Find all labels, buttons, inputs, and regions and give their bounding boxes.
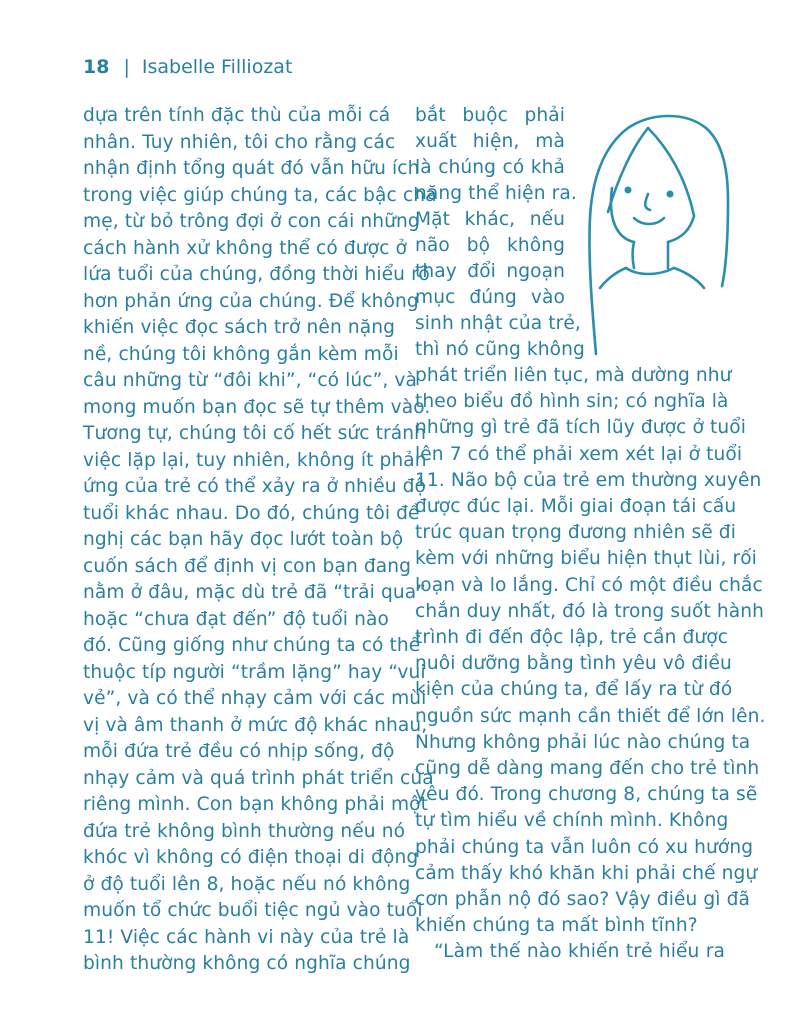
text-line: cảm thấy khó khăn khi phải chế ngự — [415, 862, 758, 884]
text-line: cũng dễ dàng mang đến cho trẻ tình — [415, 758, 760, 779]
right-eye — [667, 191, 674, 198]
text-line: riêng mình. Con bạn không phải một — [83, 794, 429, 815]
text-line: lứa tuổi của chúng, đồng thời hiểu rõ — [83, 264, 430, 285]
text-line: Mặt khác, nếu — [415, 209, 565, 230]
text-line: Nhưng không phải lúc nào chúng ta — [415, 731, 751, 753]
text-line: khiến việc đọc sách trở nên nặng — [83, 317, 396, 338]
text-line: bình thường không có nghĩa chúng — [83, 953, 411, 974]
text-line: nguồn sức mạnh cần thiết để lớn lên. — [415, 705, 766, 727]
text-line: đứa trẻ không bình thường nếu nó — [83, 820, 406, 842]
shoulder-right — [674, 268, 704, 288]
text-line: Tương tự, chúng tôi cố hết sức tránh — [83, 423, 426, 444]
text-line: thì nó cũng không — [415, 339, 585, 360]
text-line: mẹ, từ bỏ trông đợi ở con cái những — [83, 211, 420, 232]
text-line: nhạy cảm và quá trình phát triển của — [83, 767, 434, 789]
text-line: là chúng có khả — [415, 157, 565, 178]
text-line: trong việc giúp chúng ta, các bậc cha — [83, 184, 437, 206]
text-line: cách hành xử không thể có được ở — [83, 237, 407, 259]
running-header — [83, 52, 292, 82]
author-name: Isabelle Filliozat — [141, 56, 293, 78]
text-line: ứng của trẻ có thể xảy ra ở nhiều độ — [83, 476, 427, 497]
text-line: hơn phản ứng của chúng. Để không — [83, 290, 419, 312]
text-line: năng thể hiện ra. — [415, 183, 577, 204]
text-line: kèm với những biểu hiện thụt lùi, rối — [415, 548, 757, 570]
hair-outline-left — [589, 116, 728, 354]
text-line: kiện của chúng ta, để lấy ra từ đó — [415, 679, 733, 701]
text-line: được đúc lại. Mỗi giai đoạn tái cấu — [415, 496, 737, 517]
text-line: ở độ tuổi lên 8, hoặc nếu nó không — [83, 873, 411, 895]
text-line: phát triển liên tục, mà dường như — [415, 365, 732, 386]
text-line: khóc vì không có điện thoại di động — [83, 847, 419, 868]
text-line: thuộc típ người “trầm lặng” hay “vui — [83, 661, 426, 683]
text-line: việc lặp lại, tuy nhiên, không ít phản — [83, 449, 427, 471]
text-line: tuổi khác nhau. Do đó, chúng tôi đề — [83, 502, 420, 524]
hair-part-right — [648, 128, 694, 216]
text-line: những gì trẻ đã tích lũy được ở tuổi — [415, 417, 746, 439]
text-line: nằm ở đâu, mặc dù trẻ đã “trải qua” — [83, 582, 426, 603]
text-line: muốn tổ chức buổi tiệc ngủ vào tuổi — [83, 900, 423, 921]
text-line: thay đổi ngoạn — [415, 261, 565, 282]
nose — [645, 194, 650, 210]
text-line: lên 7 có thể phải xem xét lại ở tuổi — [415, 443, 743, 465]
text-line: hoặc “chưa đạt đến” độ tuổi nào — [83, 608, 389, 630]
text-line: vẻ”, và có thể nhạy cảm với các mùi — [83, 688, 427, 709]
header-separator: | — [123, 56, 130, 78]
text-line: nhân. Tuy nhiên, tôi cho rằng các — [83, 131, 396, 153]
text-line: theo biểu đồ hình sin; có nghĩa là — [415, 391, 729, 413]
text-line: nghị các bạn hãy đọc lướt toàn bộ — [83, 529, 404, 550]
shoulder-left — [600, 268, 626, 288]
text-line: “Làm thế nào khiến trẻ hiểu ra — [415, 941, 725, 963]
text-line: mong muốn bạn đọc sẽ tự thêm vào. — [83, 396, 431, 418]
text-line: phải chúng ta vẫn luôn có xu hướng — [415, 836, 754, 858]
neck-left — [633, 242, 635, 268]
text-line: mục đúng vào — [415, 287, 565, 308]
text-line: đó. Cũng giống như chúng ta có thể — [83, 635, 421, 656]
text-line: não bộ không — [415, 235, 565, 256]
text-line: trúc quan trọng đương nhiên sẽ đi — [415, 522, 736, 544]
text-line: mỗi đứa trẻ đều có nhịp sống, độ — [83, 741, 395, 762]
text-line: vị và âm thanh ở mức độ khác nhau, — [83, 714, 428, 736]
text-line: yêu đó. Trong chương 8, chúng ta sẽ — [415, 784, 758, 806]
text-line: loạn và lo lắng. Chỉ có một điều chắc — [415, 574, 763, 596]
text-line: cuốn sách để định vị con bạn đang — [83, 555, 412, 577]
text-line: 11. Não bộ của trẻ em thường xuyên — [415, 469, 762, 491]
text-line: tự tìm hiểu về chính mình. Không — [415, 810, 729, 832]
text-line: sinh nhật của trẻ, — [415, 313, 581, 334]
text-line: dựa trên tính đặc thù của mỗi cá — [83, 105, 391, 126]
text-line: 11! Việc các hành vi này của trẻ là — [83, 926, 410, 948]
text-line: xuất hiện, mà — [415, 131, 565, 152]
girl-face-illustration — [582, 108, 732, 360]
text-line: nhận định tổng quát đó vẫn hữu ích — [83, 158, 420, 179]
text-line: chắn duy nhất, đó là trong suốt hành — [415, 600, 765, 622]
face-outline-right — [668, 216, 694, 242]
page-number: 18 — [83, 56, 110, 78]
left-eye — [625, 187, 632, 194]
face-outline-left — [611, 188, 634, 242]
mouth — [634, 218, 664, 224]
text-line: nuôi dưỡng bằng tình yêu vô điều — [415, 653, 732, 675]
text-line: nề, chúng tôi không gắn kèm mỗi — [83, 343, 399, 365]
text-line: cơn phẫn nộ đó sao? Vậy điều gì đã — [415, 889, 750, 910]
text-line: khiến chúng ta mất bình tĩnh? — [415, 915, 698, 937]
text-line: câu những từ “đôi khi”, “có lúc”, và — [83, 370, 417, 391]
text-line: trình đi đến độc lập, trẻ cần được — [415, 627, 729, 648]
text-line: bắt buộc phải — [415, 105, 565, 126]
